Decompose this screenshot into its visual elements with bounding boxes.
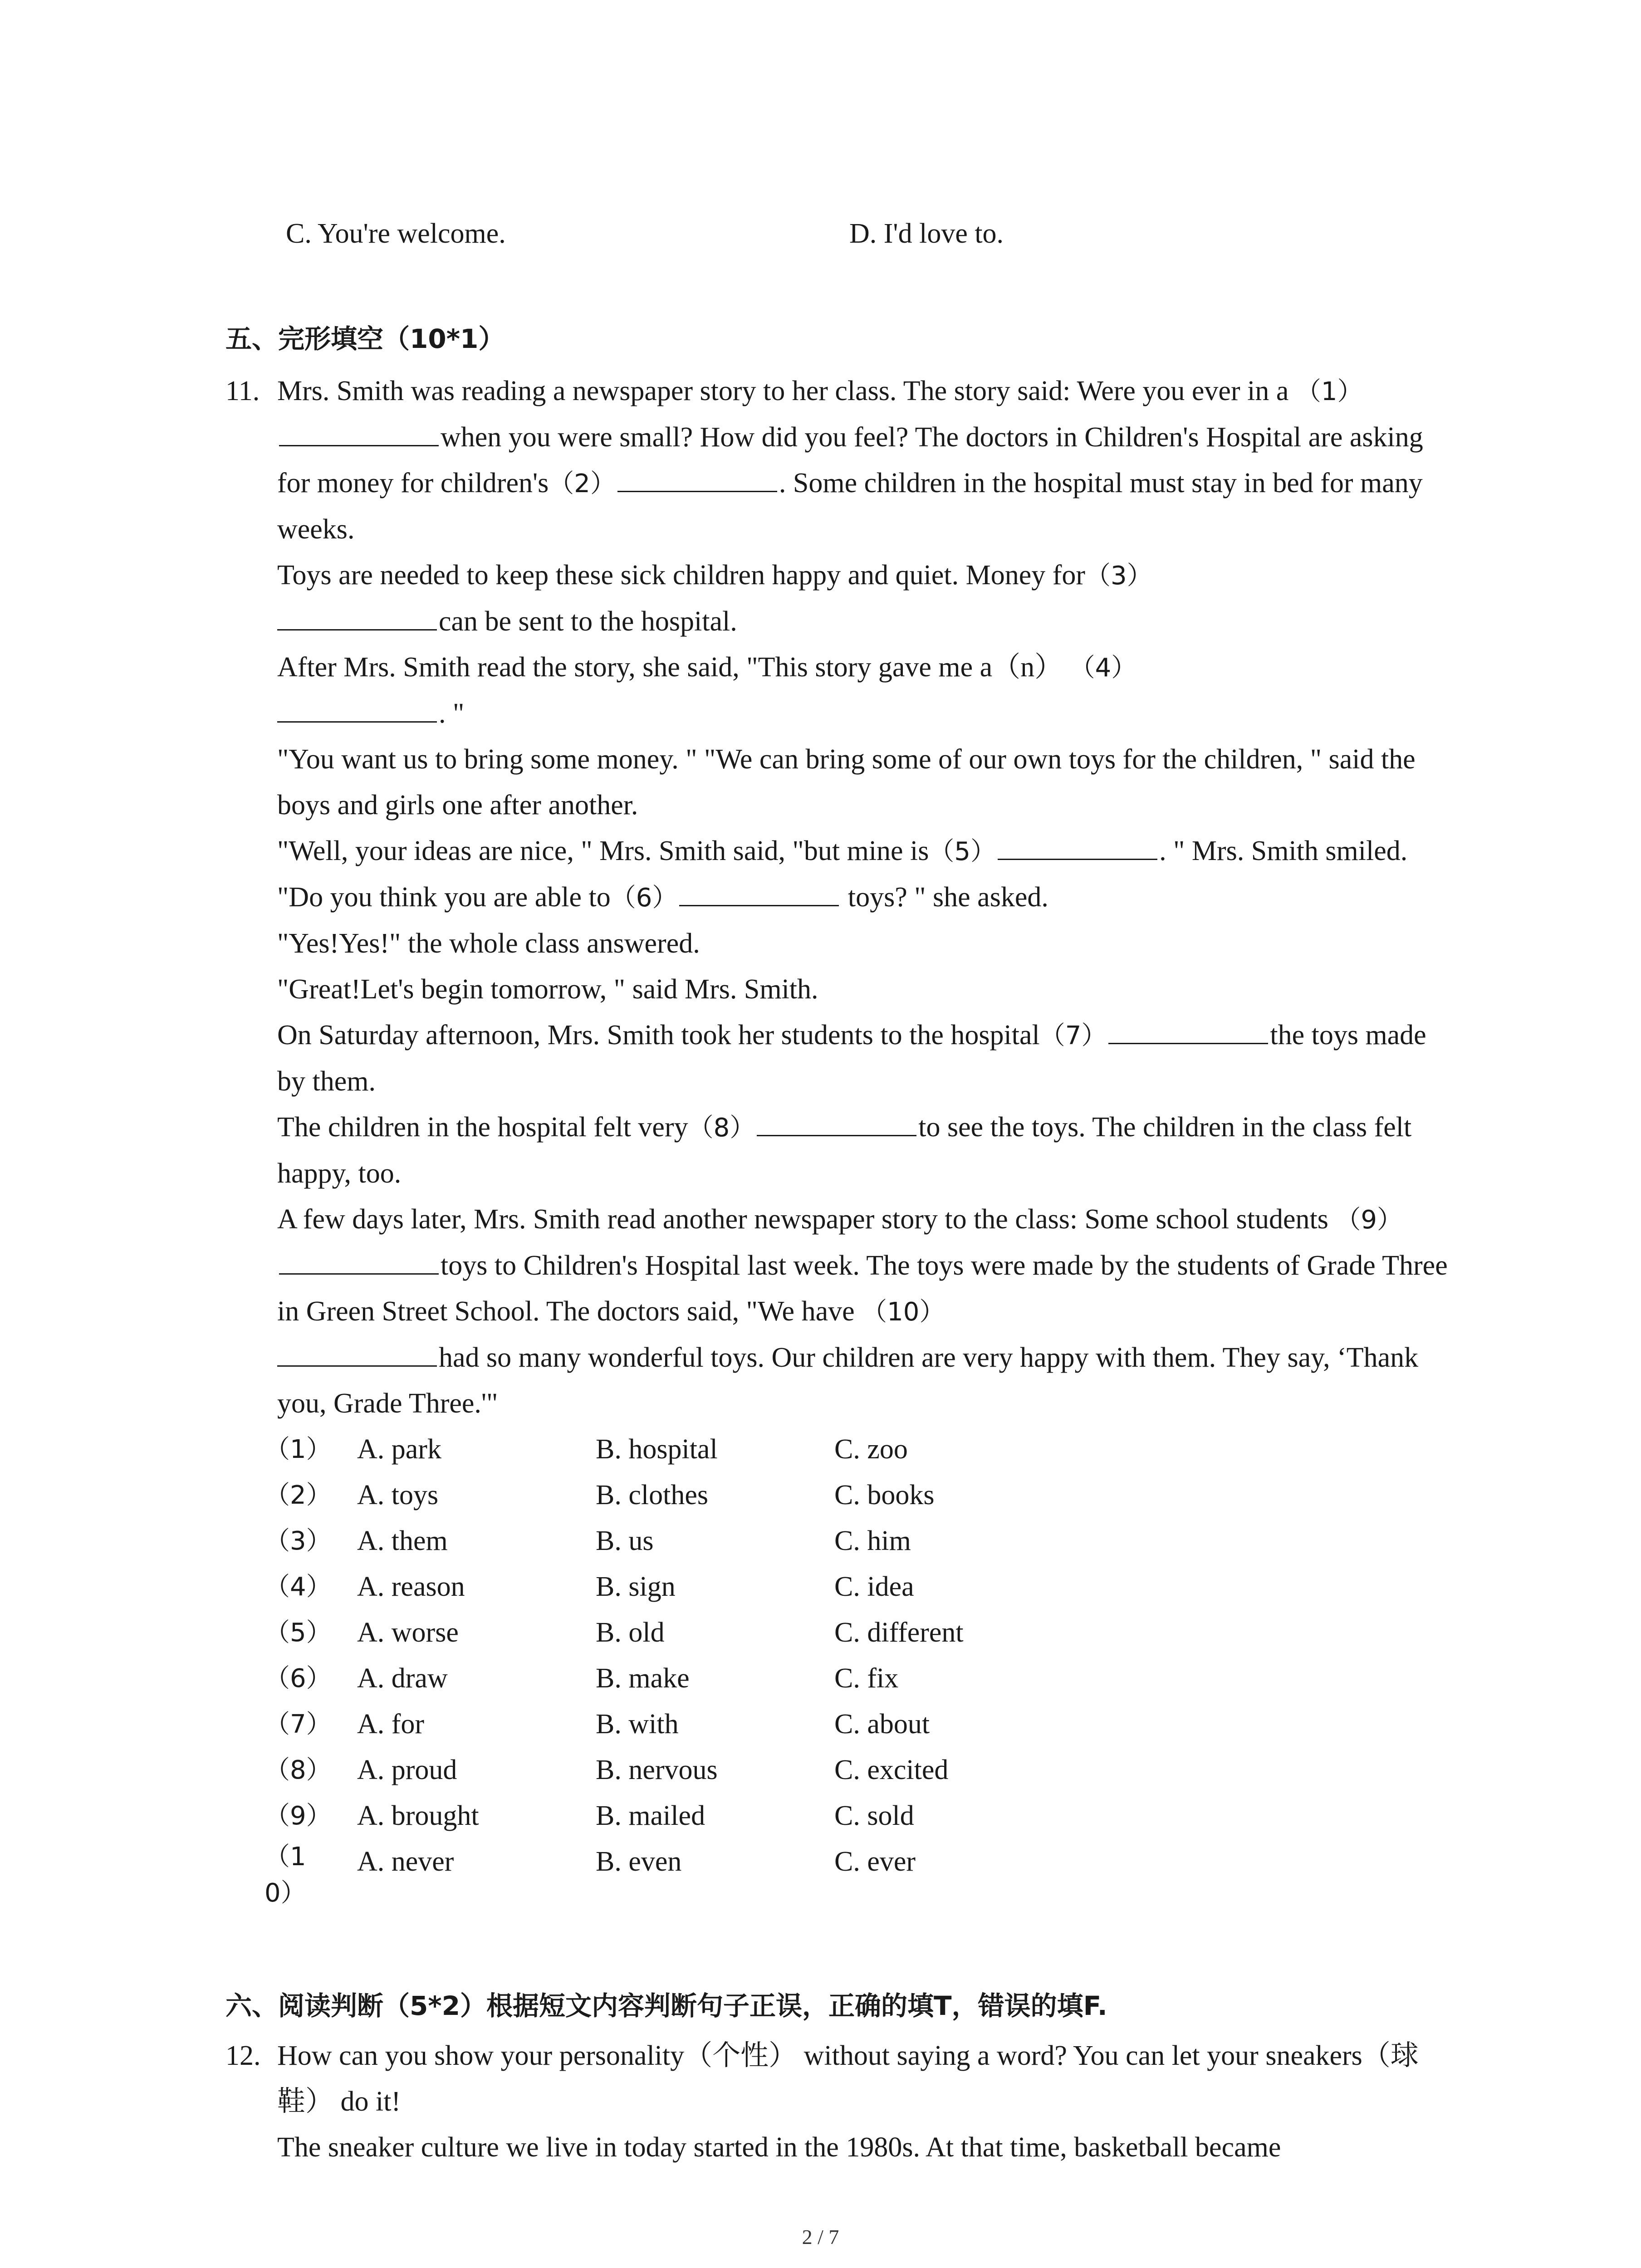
choice-b: B. with	[596, 1709, 679, 1740]
passage-paragraph: "Yes!Yes!" the whole class answered.	[277, 928, 700, 959]
passage-paragraph: After Mrs. Smith read the story, she said, "This story gave me a（n） （4） . "	[277, 652, 1137, 729]
question-passage	[277, 2033, 1450, 2170]
page-number: 2 / 7	[802, 2225, 839, 2248]
choice-c: C. him	[834, 1525, 911, 1556]
passage-paragraph: Toys are needed to keep these sick children happy and quiet. Money for（3） can be sent to the hospital.	[277, 560, 1152, 637]
choice-row: （10） A. never B. even C. ever	[277, 1839, 1450, 1902]
answer-blank	[279, 1246, 439, 1275]
question-number: 11.	[225, 376, 260, 406]
choice-c: C. different	[834, 1617, 964, 1648]
choice-row: （1） A. park B. hospital C. zoo	[277, 1427, 1450, 1472]
blank-number: （3）	[1085, 561, 1152, 591]
section-heading-reading: 六、阅读判断（5*2）根据短文内容判断句子正误，正确的填T，错误的填F.	[225, 1990, 1107, 2021]
choice-a: A. them	[357, 1525, 448, 1556]
choice-row: （7） A. for B. with C. about	[277, 1701, 1450, 1747]
passage-paragraph: "You want us to bring some money. " "We can bring some of our own toys for the children, " said the boys and girls one after another.	[277, 744, 1416, 821]
answer-blank	[998, 831, 1157, 860]
answer-blank	[277, 694, 437, 723]
choice-b: B. clothes	[596, 1480, 708, 1510]
answer-blank	[279, 418, 439, 446]
choice-a: A. toys	[357, 1480, 439, 1510]
choice-a: A. worse	[357, 1617, 459, 1648]
blank-number: （4）	[1069, 653, 1137, 683]
choice-row: （8） A. proud B. nervous C. excited	[277, 1747, 1450, 1793]
choice-c: C. ever	[834, 1846, 916, 1877]
answer-blank	[1108, 1016, 1268, 1044]
section-heading-cloze: 五、完形填空（10*1）	[225, 323, 505, 354]
choice-c: C. zoo	[834, 1434, 908, 1465]
choice-a: A. brought	[357, 1800, 479, 1831]
choice-b: B. sign	[596, 1571, 676, 1602]
choice-a: A. proud	[357, 1755, 457, 1785]
blank-number: （2）	[549, 469, 616, 499]
choice-b: B. mailed	[596, 1800, 705, 1831]
answer-blank	[277, 1338, 437, 1367]
blank-number: （7）	[1039, 1021, 1107, 1051]
choice-row: （9） A. brought B. mailed C. sold	[277, 1793, 1450, 1839]
choice-c: C. sold	[834, 1800, 914, 1831]
passage-paragraph: "Well, your ideas are nice, " Mrs. Smith said, "but mine is（5） . " Mrs. Smith smiled. "Do you think you are able to（6） toys? " she asked.	[277, 828, 1450, 921]
choice-b: B. old	[596, 1617, 665, 1648]
passage-paragraph: On Saturday afternoon, Mrs. Smith took her students to the hospital（7） the toys made by them.	[277, 1012, 1450, 1105]
blank-number: （1）	[1295, 377, 1363, 406]
choice-b: B. even	[596, 1846, 682, 1877]
answer-blank	[757, 1108, 916, 1136]
choice-c: C. excited	[834, 1755, 949, 1785]
choice-b: B. hospital	[596, 1434, 718, 1465]
choice-a: A. park	[357, 1434, 441, 1465]
choice-a: A. for	[357, 1709, 425, 1740]
choice-b: B. us	[596, 1525, 654, 1556]
passage-paragraph: The sneaker culture we live in today started in the 1980s. At that time, basketball became	[277, 2132, 1281, 2163]
choice-a: A. draw	[357, 1663, 448, 1694]
choice-c: C. idea	[834, 1571, 914, 1602]
choice-row: （3） A. them B. us C. him	[277, 1518, 1450, 1564]
choice-c: C. fix	[834, 1663, 899, 1694]
passage-paragraph: The children in the hospital felt very（8） to see the toys. The children in the class felt happy, too.	[277, 1105, 1450, 1197]
choice-row: （2） A. toys B. clothes C. books	[277, 1472, 1450, 1518]
answer-choices	[265, 1427, 1450, 1908]
choice-row: （6） A. draw B. make C. fix	[277, 1656, 1450, 1701]
option-d: D. I'd love to.	[849, 218, 1004, 249]
option-c: C. You're welcome.	[286, 218, 506, 249]
choice-a: A. never	[357, 1846, 454, 1877]
question-number: 12.	[225, 2040, 261, 2071]
question-12	[225, 2033, 1450, 2170]
passage-paragraph: A few days later, Mrs. Smith read another newspaper story to the class: Some school students （9）toys to Children's Hospital last week. The toys were made by the students of Grade Three in Green Street School. The doctors said, "We have （10） had so many wonderful toys. Our children are very happy with them. They say, ‘Thank you, Grade Three.'"	[277, 1204, 1448, 1419]
blank-number: （10）	[862, 1297, 945, 1327]
question-11	[225, 368, 1450, 1908]
passage-paragraph: How can you show your personality（个性） without saying a word? You can let your sneakers（球鞋） do it!	[277, 2040, 1419, 2117]
choice-c: C. about	[834, 1709, 930, 1740]
answer-blank	[679, 878, 839, 906]
choice-c: C. books	[834, 1480, 935, 1510]
passage-paragraph: "Great!Let's begin tomorrow, " said Mrs. Smith.	[277, 974, 818, 1005]
answer-blank	[277, 602, 437, 631]
blank-number: （5）	[929, 837, 996, 866]
blank-number: （6）	[610, 883, 678, 913]
choice-b: B. nervous	[596, 1755, 718, 1785]
choice-row: （5） A. worse B. old C. different	[277, 1610, 1450, 1656]
question-passage	[265, 368, 1450, 1908]
blank-number: （9）	[1335, 1205, 1403, 1235]
choice-b: B. make	[596, 1663, 690, 1694]
passage-paragraph: Mrs. Smith was reading a newspaper story to her class. The story said: Were you ever in a （1）when you were small? How did you feel? The doctors in Children's Hospital are asking for money for children's（2） . Some children in the hospital must stay in bed for many weeks.	[277, 376, 1423, 545]
answer-blank	[617, 464, 777, 492]
blank-number: （8）	[688, 1113, 755, 1143]
choice-row: （4） A. reason B. sign C. idea	[277, 1564, 1450, 1610]
choice-a: A. reason	[357, 1571, 465, 1602]
